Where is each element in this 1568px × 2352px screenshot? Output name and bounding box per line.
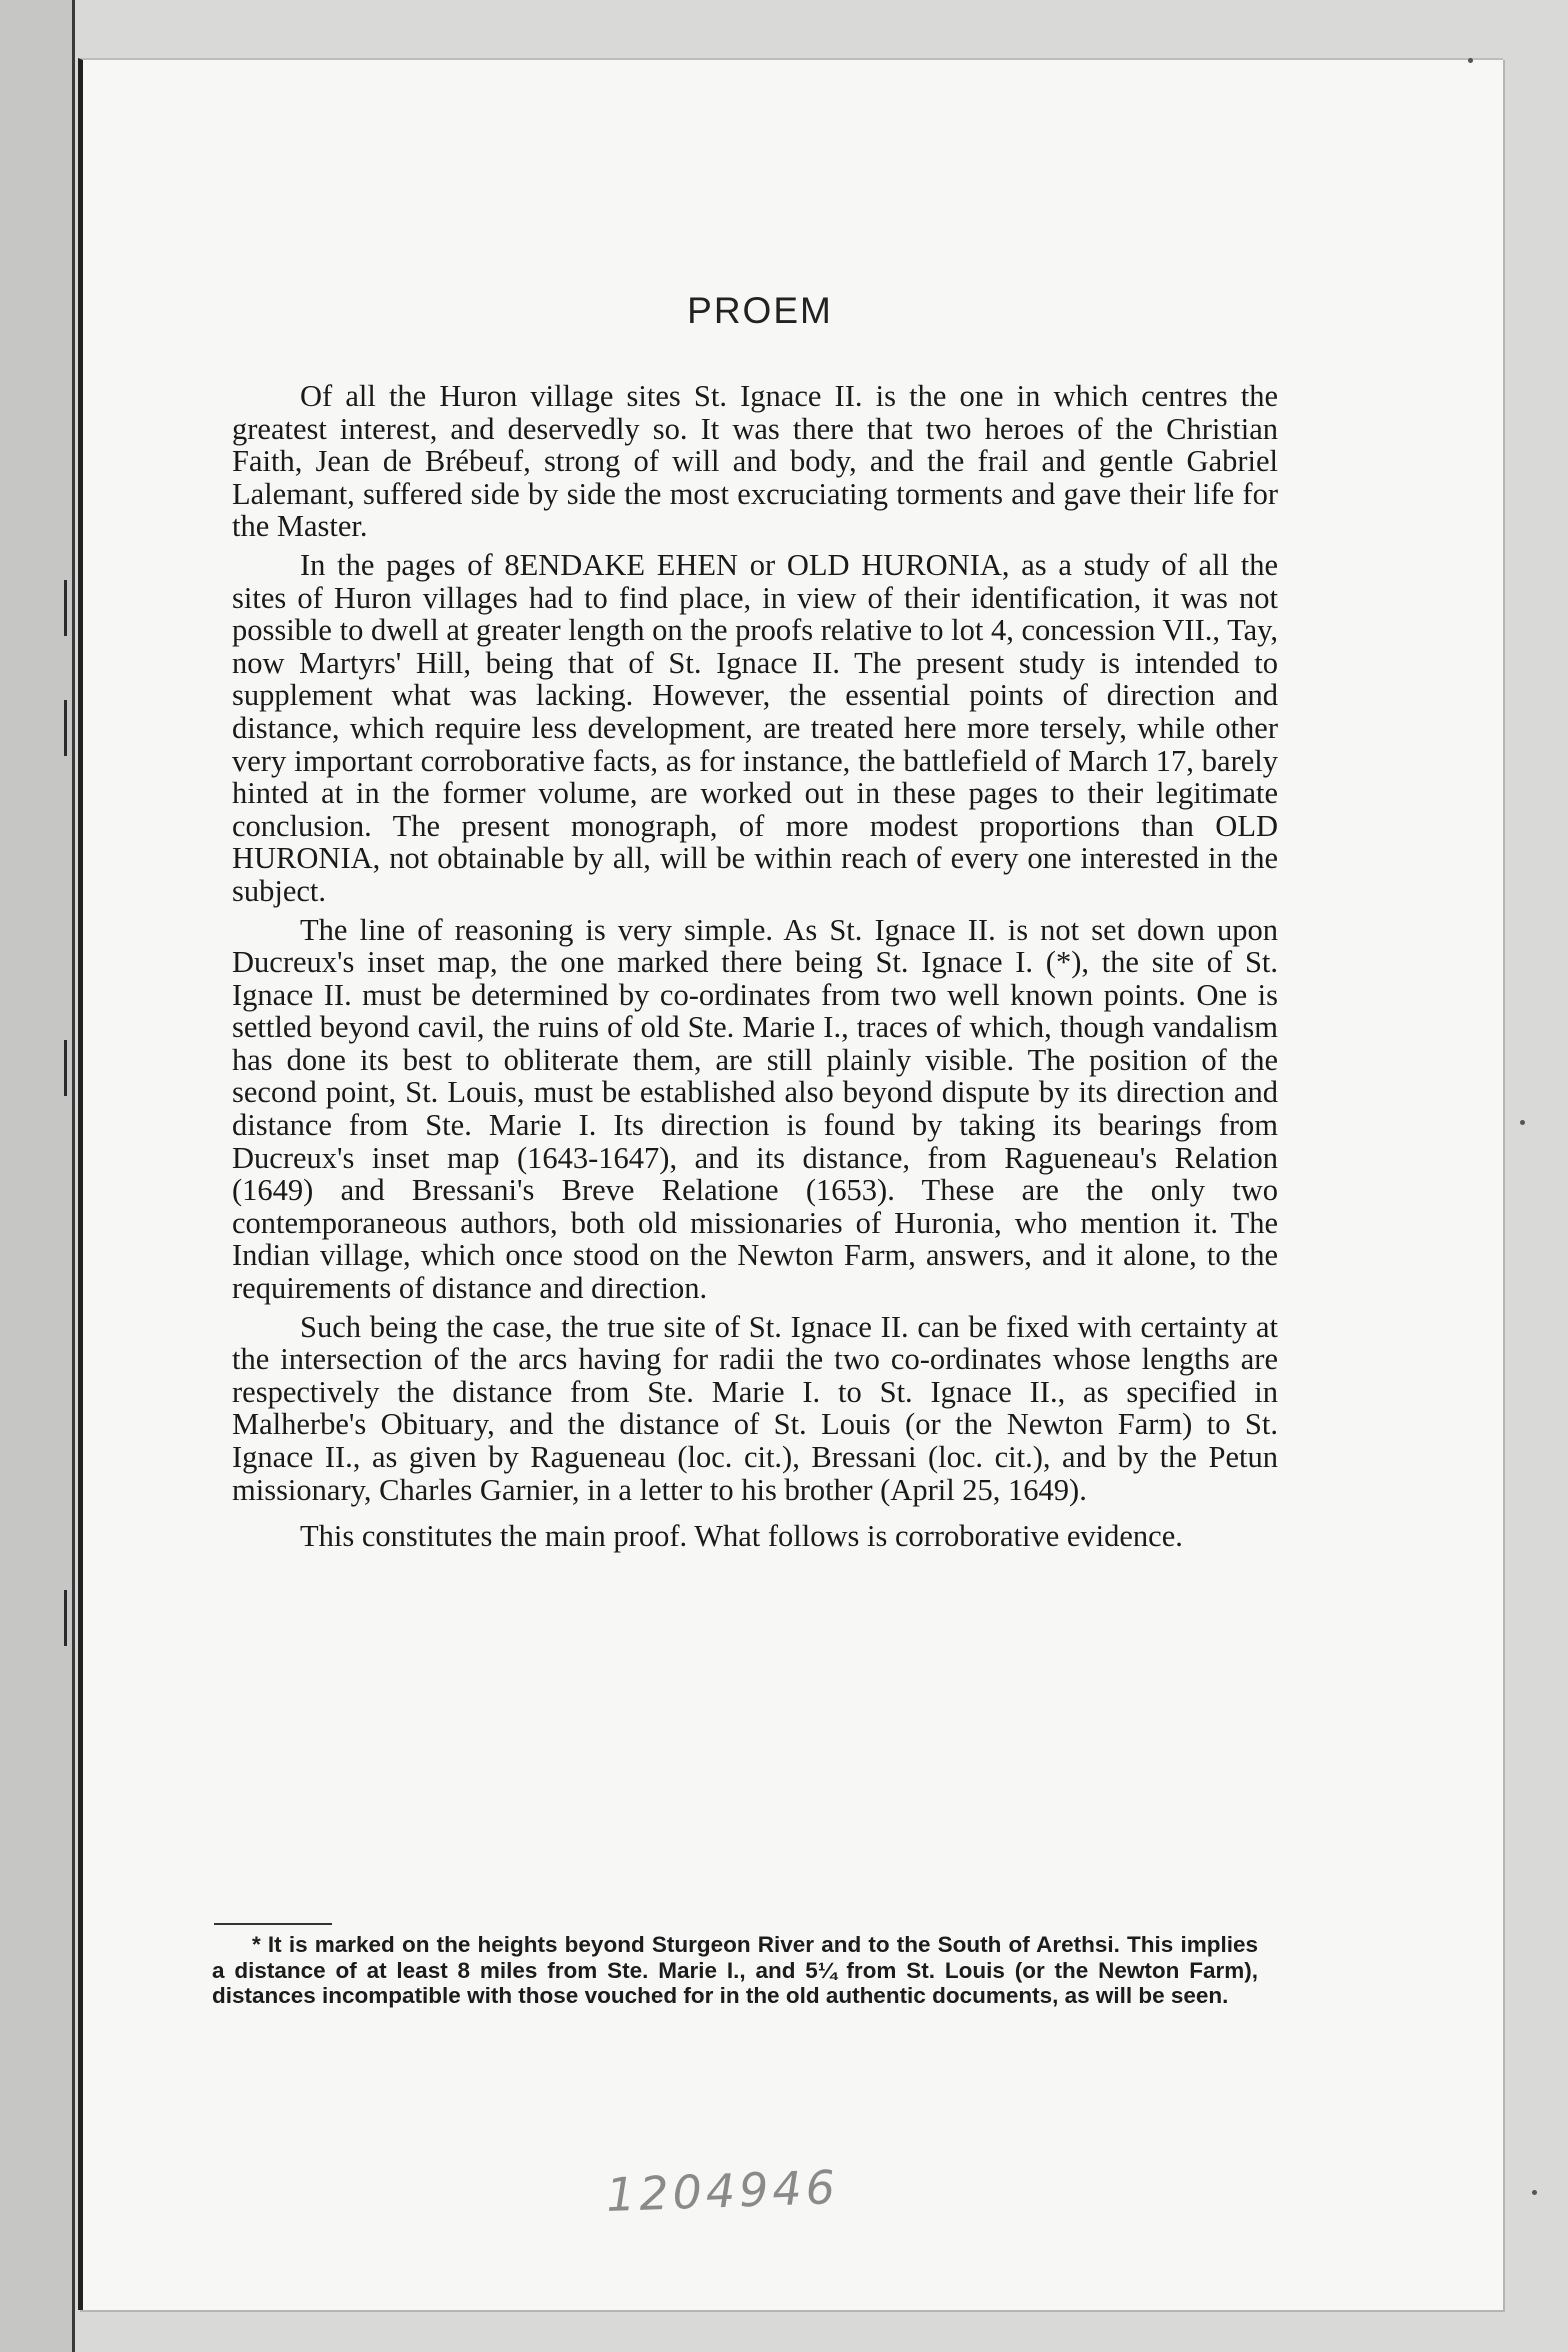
paragraph: This constitutes the main proof. What follows is corroborative evidence. <box>300 1519 1183 1554</box>
binding-thread-mark <box>64 580 77 636</box>
dust-speck <box>1468 58 1473 63</box>
binding-thread-mark <box>64 700 77 756</box>
paragraph: The line of reasoning is very simple. As St. Ignace II. is not set down upon Ducreux's inset map, the one marked there being St. Ignace I. (*), the site of St. Ignace II. must be determined by co-ordinates from two well known points. One is settled beyond cavil, the ruins of old Ste. Marie I., traces of which, though vandalism has done its best to obliterate them, are still plainly visible. The position of the second point, St. Louis, must be established also beyond dispute by its direction and distance from Ste. Marie I. Its direction is found by taking its bearings from Ducreux's inset map (1643-1647), and its distance, from Ragueneau's Relation (1649) and Bressani's Breve Relatione (1653). These are the only two contemporaneous authors, both old missionaries of Huronia, who mention it. The Indian village, which once stood on the Newton Farm, answers, and it alone, to the requirements of distance and direction. <box>232 912 1278 1306</box>
paragraph: Of all the Huron village sites St. Ignace II. is the one in which centres the greatest interest, and deservedly so. It was there that two heroes of the Christian Faith, Jean de Brébeuf, strong of will and body, and the frail and gentle Gabriel Lalemant, suffered side by side the most excruciating torments and gave their life for the Master. <box>232 379 1278 544</box>
binding-thread-mark <box>64 1040 77 1096</box>
page-title: PROEM <box>687 290 833 331</box>
dust-speck <box>1532 2190 1537 2195</box>
facing-page-edge <box>0 0 75 2352</box>
paragraph: Such being the case, the true site of St. Ignace II. can be fixed with certainty at the intersection of the arcs having for radii the two co-ordinates whose lengths are respectively the distance from Ste. Marie I. to St. Ignace II., as specified in Malherbe's Obituary, and the distance of St. Louis (or the Newton Farm) to St. Ignace II., as given by Ragueneau (loc. cit.), Bressani (loc. cit.), and by the Petun missionary, Charles Garnier, in a letter to his brother (April 25, 1649). <box>232 1309 1278 1507</box>
handwritten-accession-number: 1204946 <box>605 2159 840 2223</box>
paragraph: In the pages of 8ENDAKE EHEN or OLD HURONIA, as a study of all the sites of Huron villages had to find place, in view of their identification, it was not possible to dwell at greater length on the proofs relative to lot 4, concession VII., Tay, now Martyrs' Hill, being that of St. Ignace II. The present study is intended to supplement what was lacking. However, the essential points of direction and distance, which require less development, are treated here more tersely, while other very important corroborative facts, as for instance, the battlefield of March 17, barely hinted at in the former volume, are worked out in these pages to their legitimate conclusion. The present monograph, of more modest proportions than OLD HURONIA, not obtainable by all, will be within reach of every one interested in the subject. <box>232 547 1278 908</box>
footnote-text: * It is marked on the heights beyond Sturgeon River and to the South of Arethsi. This implies a distance of at least 8 miles from Ste. Marie I., and 5¼ from St. Louis (or the Newton Farm), distances incompatible with those vouched for in the old authentic documents, as will be seen. <box>212 1932 1258 2008</box>
footnote <box>212 1932 1258 2009</box>
footnote-divider <box>214 1923 332 1925</box>
binding-thread-mark <box>64 1590 77 1646</box>
dust-speck <box>1520 1120 1525 1125</box>
body-text <box>232 380 1278 1553</box>
